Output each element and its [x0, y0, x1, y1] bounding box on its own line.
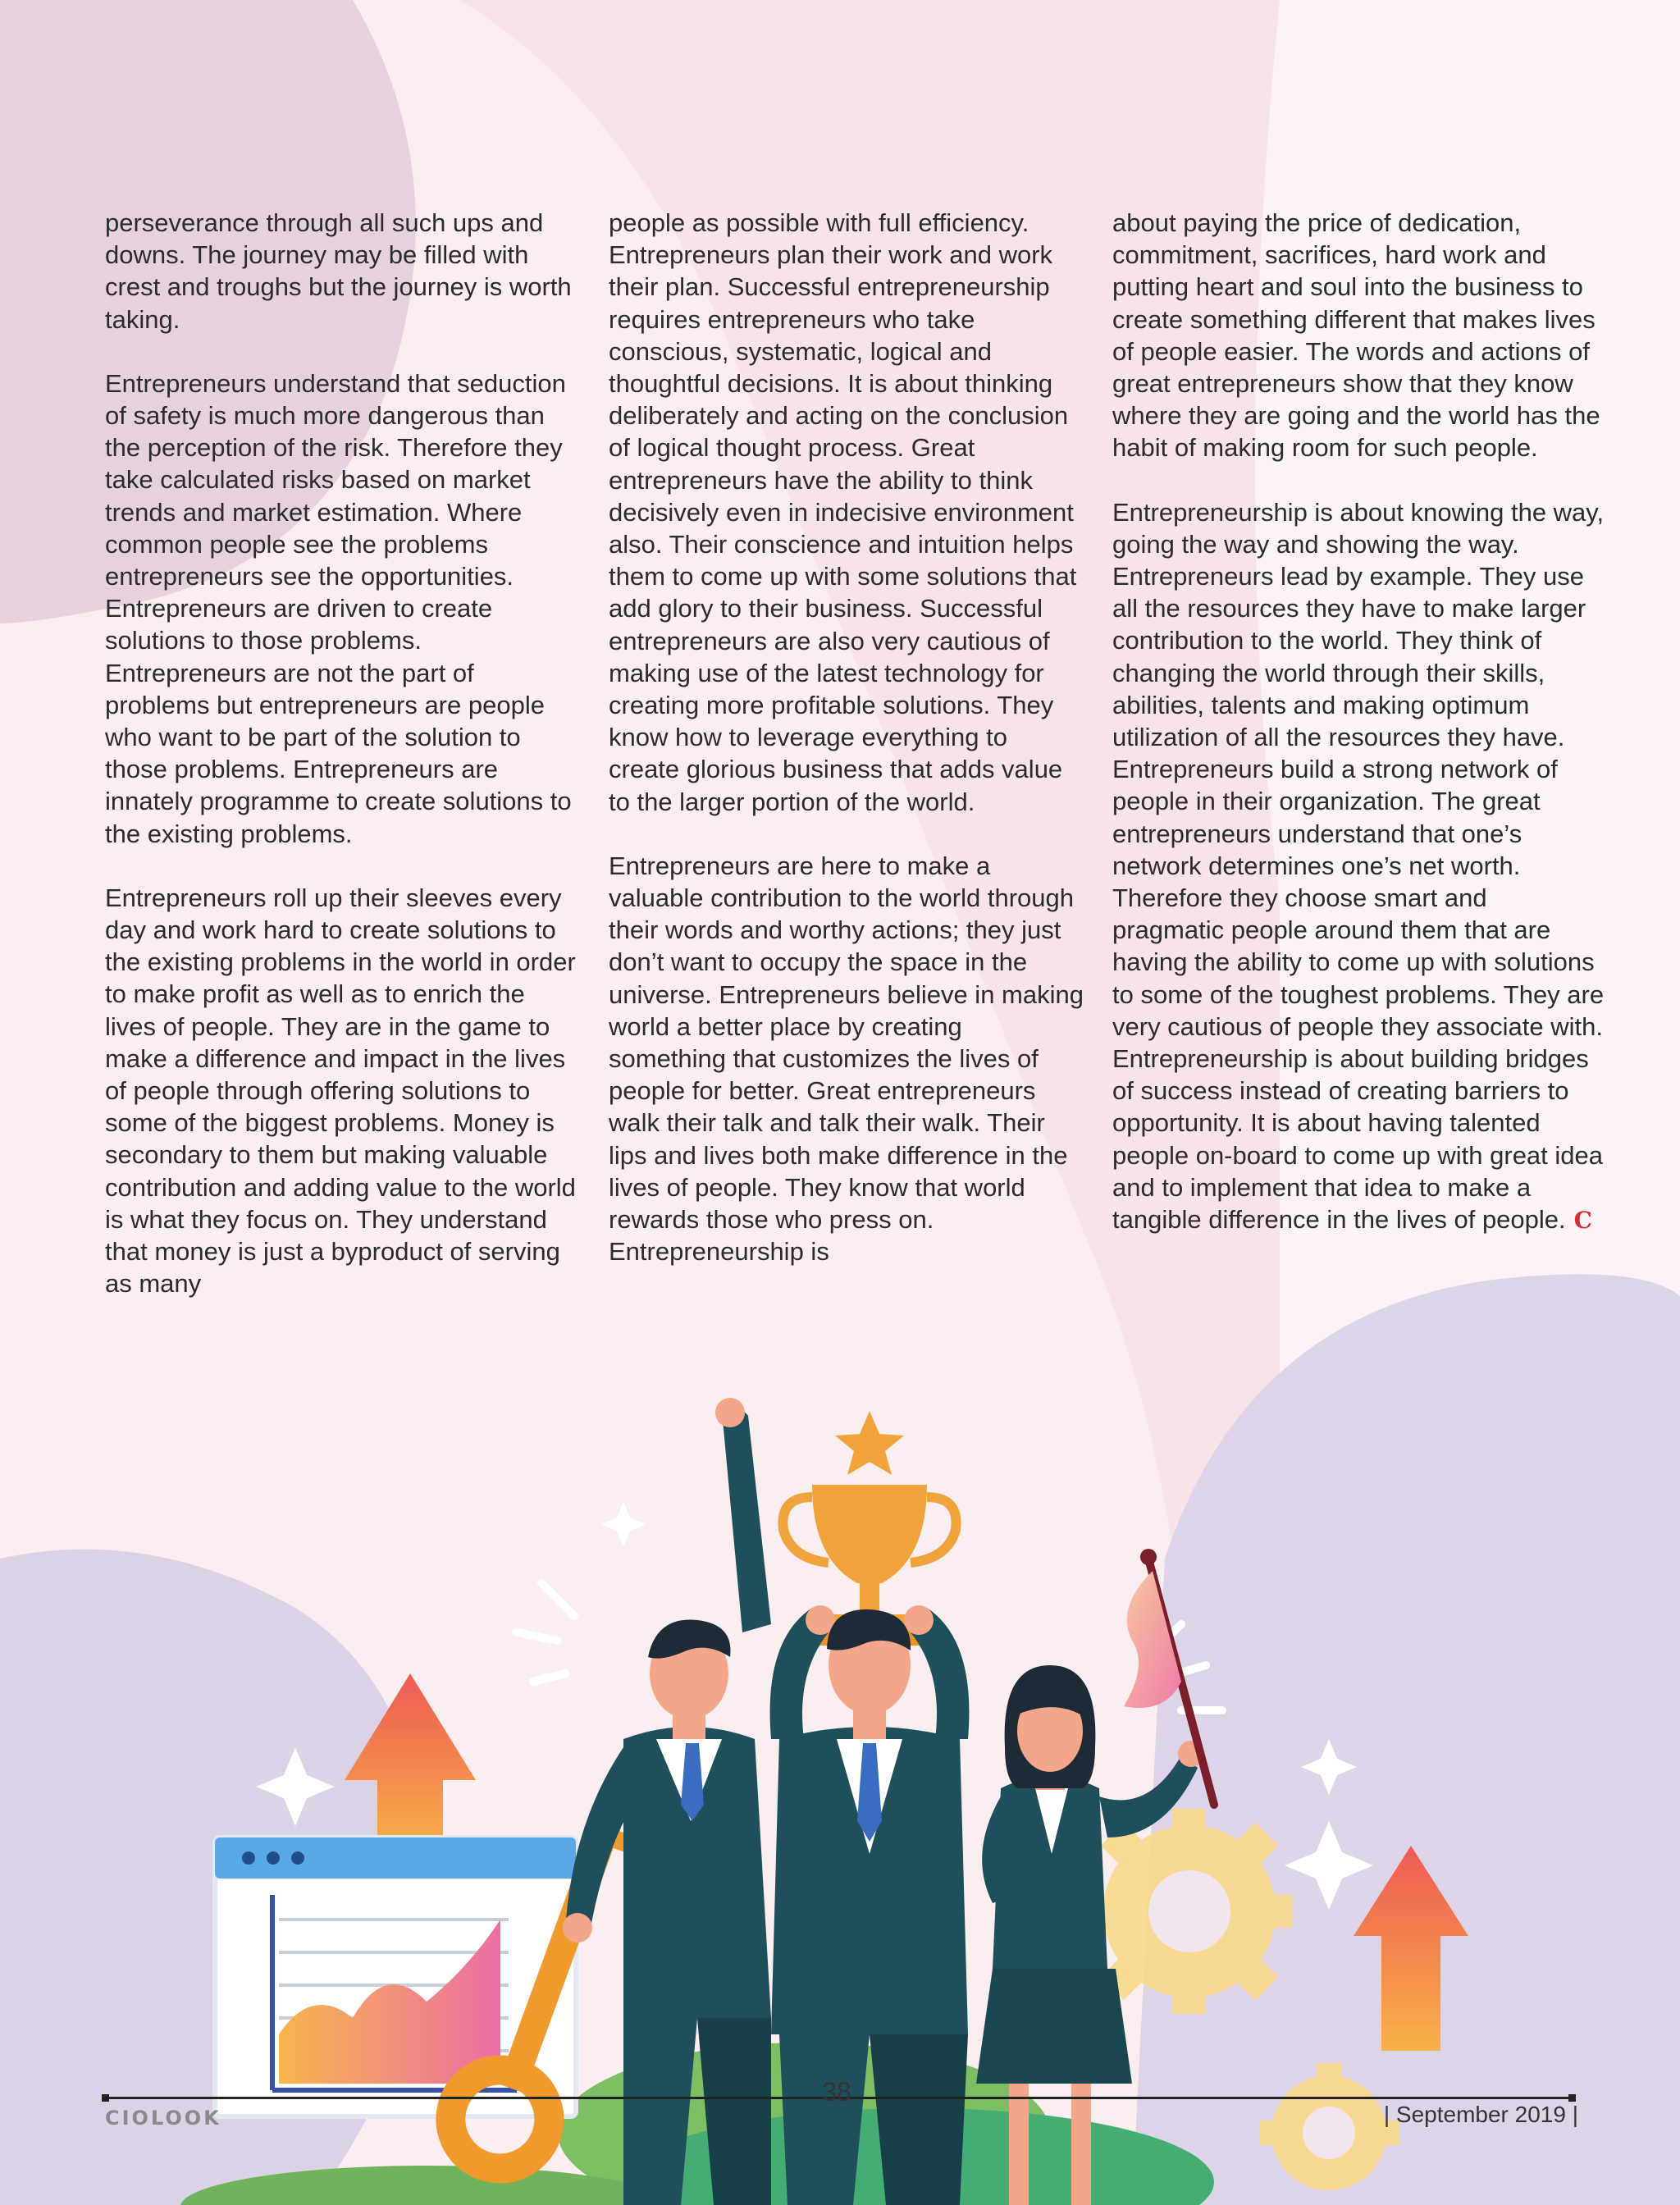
paragraph: people as possible with full efficiency. Entrepreneurs plan their work and work their plan. Successful entrepreneurship requires entrepreneurs who take conscious, systematic, logical and thoughtful decisions. It is about thinking deliberately and acting on the conclusion of logical thought process. Great entrepreneurs have the ability to think decisively even in indecisive environment also. Their conscience and intuition helps them to come up with some solutions that add glory to their business. Successful entrepreneurs are also very cautious of making use of the latest technology for creating more profitable solutions. They know how to leverage everything to create glorious business that adds value to the larger portion of the world.	[609, 208, 1077, 816]
paragraph-final	[1112, 496, 1605, 1237]
text-column-3	[1112, 207, 1605, 1236]
end-of-article-icon: C	[1573, 1207, 1592, 1235]
paragraph: perseverance through all such ups and downs. The journey may be filled with crest and troughs but the journey is worth taking.	[105, 208, 572, 334]
paragraph-text: Entrepreneurship is about knowing the way, going the way and showing the way. Entrepreneurs lead by example. They use all the resources they have to make larger contribution to the world. They think of changing the world through their skills, abilities, talents and making optimum utilization of all the resources they have. Entrepreneurs build a strong network of people in their organization. The great entrepreneurs understand that one’s network determines one’s net worth. Therefore they choose smart and pragmatic people around them that are having the ability to come up with solutions to some of the toughest problems. They are very cautious of people they associate with. Entrepreneurship is about building bridges of success instead of creating barriers to opportunity. It is about having talented people on-board to come up with great idea and to implement that idea to make a tangible difference in the lives of people.	[1112, 497, 1605, 1235]
paragraph: Entrepreneurs roll up their sleeves every day and work hard to create solutions to the existing problems in the world in order to make profit as well as to enrich the lives of people. They are in the game to make a difference and impact in the lives of people through offering solutions to some of the biggest problems. Money is secondary to them but making valuable contribution and adding value to the world is what they focus on. They understand that money is just a byproduct of serving as many	[105, 883, 576, 1299]
text-column-2	[609, 207, 1084, 1268]
footer-rule-end	[102, 2094, 109, 2102]
issue-date: | September 2019 |	[1383, 2102, 1578, 2127]
text-column-1	[105, 207, 581, 1300]
paragraph: about paying the price of dedication, commitment, sacrifices, hard work and putting heart and soul into the business to create something different that makes lives of people easier. The words and actions of great entrepreneurs show that they know where they are going and the world has the habit of making room for such people.	[1112, 208, 1600, 463]
paragraph: Entrepreneurs are here to make a valuable contribution to the world through their words and worthy actions; they just don’t want to occupy the space in the universe. Entrepreneurs believe in making world a better place by creating something that customizes the lives of people for better. Great entrepreneurs walk their talk and talk their walk. Their lips and lives both make difference in the lives of people. They know that world rewards those who press on. Entrepreneurship is	[609, 851, 1084, 1267]
page-number: 38	[822, 2077, 851, 2107]
footer-rule-end	[1568, 2094, 1576, 2102]
paragraph: Entrepreneurs understand that seduction of safety is much more dangerous than the perception of the risk. Therefore they take calculated risks based on market trends and market estimation. Where common people see the problems entrepreneurs see the opportunities. Entrepreneurs are driven to create solutions to those problems. Entrepreneurs are not the part of problems but entrepreneurs are people who want to be part of the solution to those problems. Entrepreneurs are innately programme to create solutions to the existing problems.	[105, 368, 572, 848]
brand-logo: CIOLOOK	[105, 2107, 221, 2130]
